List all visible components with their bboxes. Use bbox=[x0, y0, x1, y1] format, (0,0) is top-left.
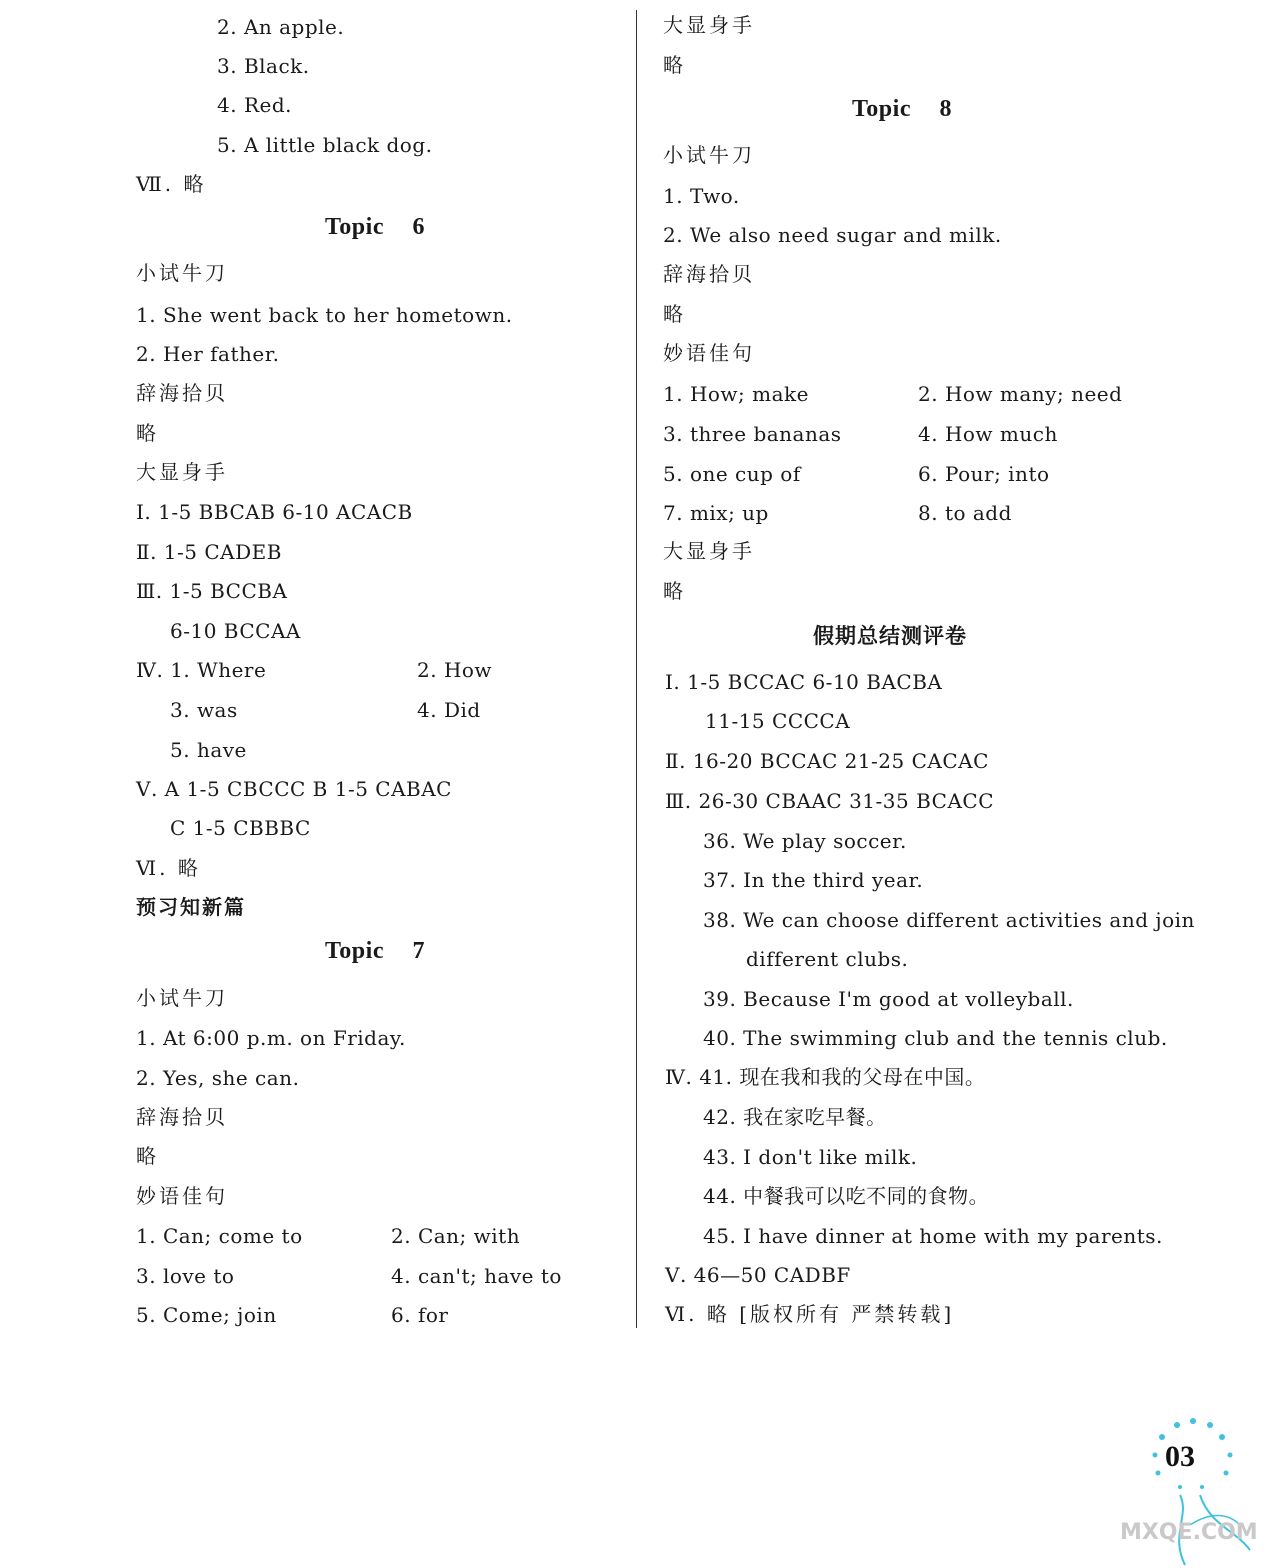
left-line-16: Ⅳ. 1. Where bbox=[136, 658, 267, 682]
left-line-9: 辞海拾贝 bbox=[136, 381, 228, 405]
right-line-9: 1. How; make bbox=[663, 382, 809, 406]
left-line-17: 2. How bbox=[417, 658, 493, 682]
right-line-14: 6. Pour; into bbox=[918, 462, 1050, 486]
right-line-11: 3. three bananas bbox=[663, 422, 842, 446]
right-line-35: Ⅴ. 46—50 CADBF bbox=[665, 1263, 851, 1287]
right-line-7: 略 bbox=[663, 302, 686, 326]
left-line-21: Ⅴ. A 1-5 CBCCC B 1-5 CABAC bbox=[136, 777, 452, 801]
right-line-5: 2. We also need sugar and milk. bbox=[663, 223, 1002, 247]
right-line-8: 妙语佳句 bbox=[663, 341, 755, 365]
left-line-20: 5. have bbox=[170, 738, 247, 762]
right-line-32: 43. I don't like milk. bbox=[703, 1145, 918, 1169]
right-line-26: 38. We can choose different activities and join bbox=[703, 908, 1195, 932]
left-line-8: 2. Her father. bbox=[136, 342, 280, 366]
right-line-16: 8. to add bbox=[918, 501, 1012, 525]
left-line-34: 3. love to bbox=[136, 1264, 235, 1288]
right-line-20: Ⅰ. 1-5 BCCAC 6-10 BACBA bbox=[665, 670, 943, 694]
right-line-18: 略 bbox=[663, 579, 686, 603]
left-line-23: Ⅵ. 略 bbox=[136, 856, 201, 880]
left-line-37: 6. for bbox=[391, 1303, 449, 1327]
right-line-13: 5. one cup of bbox=[663, 462, 801, 486]
right-line-4: 1. Two. bbox=[663, 184, 740, 208]
left-line-6: 小试牛刀 bbox=[136, 261, 228, 285]
left-line-31: 妙语佳句 bbox=[136, 1184, 228, 1208]
right-line-28: 39. Because I'm good at volleyball. bbox=[703, 987, 1074, 1011]
right-line-25: 37. In the third year. bbox=[703, 868, 924, 892]
right-line-30: Ⅳ. 41. 现在我和我的父母在中国。 bbox=[665, 1065, 986, 1089]
left-line-29: 辞海拾贝 bbox=[136, 1105, 228, 1129]
left-line-22: C 1-5 CBBBC bbox=[170, 816, 311, 840]
left-line-19: 4. Did bbox=[417, 698, 481, 722]
right-line-15: 7. mix; up bbox=[663, 501, 769, 525]
right-line-10: 2. How many; need bbox=[918, 382, 1123, 406]
left-line-0: 2. An apple. bbox=[217, 15, 345, 39]
right-line-31: 42. 我在家吃早餐。 bbox=[703, 1105, 887, 1129]
left-line-3: 5. A little black dog. bbox=[217, 133, 433, 157]
right-line-3: 小试牛刀 bbox=[663, 143, 755, 167]
left-line-36: 5. Come; join bbox=[136, 1303, 277, 1327]
left-line-33: 2. Can; with bbox=[391, 1224, 521, 1248]
left-line-32: 1. Can; come to bbox=[136, 1224, 303, 1248]
watermark: MXQE.COM bbox=[1120, 1520, 1258, 1545]
right-line-1: 略 bbox=[663, 53, 686, 77]
left-line-11: 大显身手 bbox=[136, 460, 228, 484]
left-line-35: 4. can't; have to bbox=[391, 1264, 562, 1288]
right-line-23: Ⅲ. 26-30 CBAAC 31-35 BCACC bbox=[665, 789, 994, 813]
right-line-17: 大显身手 bbox=[663, 539, 755, 563]
right-line-22: Ⅱ. 16-20 BCCAC 21-25 CACAC bbox=[665, 749, 989, 773]
right-line-36: Ⅵ. 略 [版权所有 严禁转载] bbox=[665, 1302, 955, 1326]
left-line-10: 略 bbox=[136, 421, 159, 445]
left-line-30: 略 bbox=[136, 1144, 159, 1168]
right-line-33: 44. 中餐我可以吃不同的食物。 bbox=[703, 1184, 990, 1208]
left-line-12: Ⅰ. 1-5 BBCAB 6-10 ACACB bbox=[136, 500, 413, 524]
left-line-25: Topic 7 bbox=[325, 938, 425, 964]
left-line-26: 小试牛刀 bbox=[136, 986, 228, 1010]
left-line-14: Ⅲ. 1-5 BCCBA bbox=[136, 579, 288, 603]
left-line-18: 3. was bbox=[170, 698, 238, 722]
right-line-34: 45. I have dinner at home with my parents. bbox=[703, 1224, 1163, 1248]
left-line-27: 1. At 6:00 p.m. on Friday. bbox=[136, 1026, 406, 1050]
left-line-13: Ⅱ. 1-5 CADEB bbox=[136, 540, 282, 564]
right-line-29: 40. The swimming club and the tennis club. bbox=[703, 1026, 1168, 1050]
right-line-19: 假期总结测评卷 bbox=[813, 624, 967, 648]
right-line-0: 大显身手 bbox=[663, 13, 755, 37]
right-line-12: 4. How much bbox=[918, 422, 1058, 446]
right-line-21: 11-15 CCCCA bbox=[705, 709, 851, 733]
left-line-1: 3. Black. bbox=[217, 54, 310, 78]
right-line-2: Topic 8 bbox=[852, 96, 952, 122]
left-line-24: 预习知新篇 bbox=[136, 895, 246, 919]
left-line-2: 4. Red. bbox=[217, 93, 292, 117]
right-line-6: 辞海拾贝 bbox=[663, 262, 755, 286]
page-number: 03 bbox=[1165, 1440, 1195, 1473]
left-line-5: Topic 6 bbox=[325, 214, 425, 240]
column-divider bbox=[636, 10, 637, 1328]
left-line-4: Ⅶ. 略 bbox=[136, 172, 207, 196]
left-line-28: 2. Yes, she can. bbox=[136, 1066, 300, 1090]
right-line-24: 36. We play soccer. bbox=[703, 829, 907, 853]
left-line-15: 6-10 BCCAA bbox=[170, 619, 301, 643]
right-line-27: different clubs. bbox=[746, 947, 909, 971]
left-line-7: 1. She went back to her hometown. bbox=[136, 303, 513, 327]
